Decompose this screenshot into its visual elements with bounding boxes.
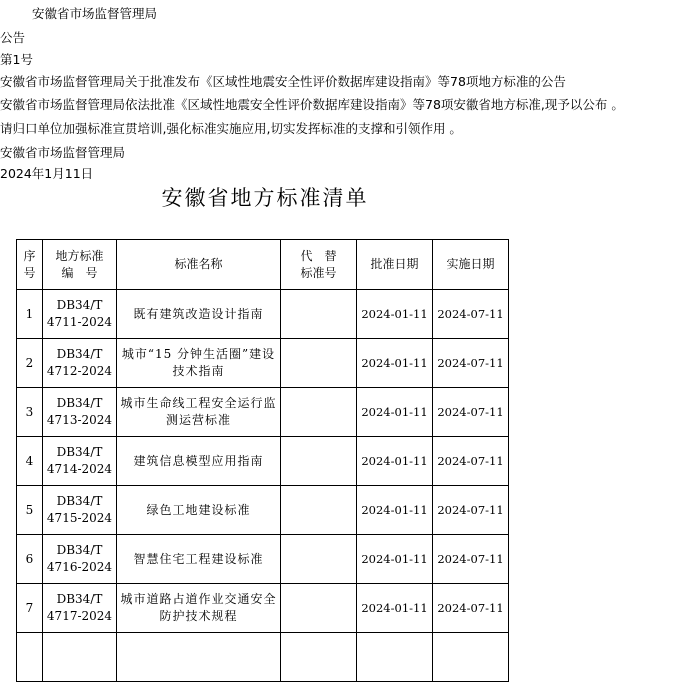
- cell-replace: [281, 584, 357, 633]
- org-header: 安徽省市场监督管理局: [32, 6, 158, 21]
- cell-implement-date: 2024-07-11: [433, 339, 509, 388]
- list-title: 安徽省地方标准清单: [161, 186, 369, 210]
- table-row: [17, 486, 509, 535]
- issue-date: 2024年1月11日: [0, 166, 94, 181]
- cell-approve-date: 2024-01-11: [357, 339, 433, 388]
- cell-replace: [281, 339, 357, 388]
- cell-seq: 6: [17, 535, 43, 584]
- cell-seq: 7: [17, 584, 43, 633]
- doc-subject: 安徽省市场监督管理局关于批准发布《区域性地震安全性评价数据库建设指南》等78项地方标准的公告: [0, 74, 566, 89]
- cell-seq: 3: [17, 388, 43, 437]
- cell-name: 城市生命线工程安全运行监测运营标准: [117, 388, 281, 437]
- cell-seq: 1: [17, 290, 43, 339]
- cell-code: DB34/T 4716-2024: [43, 535, 117, 584]
- body-paragraph-2: 请归口单位加强标准宣贯培训,强化标准实施应用,切实发挥标准的支撑和引领作用 。: [0, 121, 462, 136]
- table-header-row: [17, 240, 509, 290]
- doc-number: 第1号: [0, 52, 33, 67]
- table-row-empty: [17, 633, 509, 682]
- table-row: [17, 339, 509, 388]
- col-approve: 批准日期: [357, 240, 433, 290]
- cell-approve-date: 2024-01-11: [357, 535, 433, 584]
- cell-implement-date: 2024-07-11: [433, 584, 509, 633]
- table-row: [17, 437, 509, 486]
- cell-name: 绿色工地建设标准: [117, 486, 281, 535]
- standards-table: [16, 239, 509, 682]
- table-row: [17, 584, 509, 633]
- cell-seq: 4: [17, 437, 43, 486]
- cell-replace: [281, 388, 357, 437]
- cell-empty: [43, 633, 117, 682]
- table-row: [17, 290, 509, 339]
- cell-code: DB34/T 4717-2024: [43, 584, 117, 633]
- cell-replace: [281, 535, 357, 584]
- cell-code: DB34/T 4714-2024: [43, 437, 117, 486]
- cell-approve-date: 2024-01-11: [357, 584, 433, 633]
- cell-replace: [281, 290, 357, 339]
- cell-implement-date: 2024-07-11: [433, 535, 509, 584]
- cell-code: DB34/T 4711-2024: [43, 290, 117, 339]
- cell-seq: 2: [17, 339, 43, 388]
- cell-name: 城市道路占道作业交通安全防护技术规程: [117, 584, 281, 633]
- cell-implement-date: 2024-07-11: [433, 486, 509, 535]
- cell-implement-date: 2024-07-11: [433, 290, 509, 339]
- cell-seq: 5: [17, 486, 43, 535]
- cell-approve-date: 2024-01-11: [357, 437, 433, 486]
- cell-replace: [281, 486, 357, 535]
- col-replace: 代 替 标准号: [281, 240, 357, 290]
- cell-name: 既有建筑改造设计指南: [117, 290, 281, 339]
- body-paragraph-1: 安徽省市场监督管理局依法批准《区域性地震安全性评价数据库建设指南》等78项安徽省地方标准,现予以公布 。: [0, 97, 624, 112]
- table-row: [17, 388, 509, 437]
- cell-implement-date: 2024-07-11: [433, 437, 509, 486]
- cell-code: DB34/T 4712-2024: [43, 339, 117, 388]
- col-code: 地方标准 编 号: [43, 240, 117, 290]
- cell-replace: [281, 437, 357, 486]
- cell-name: 智慧住宅工程建设标准: [117, 535, 281, 584]
- col-name: 标准名称: [117, 240, 281, 290]
- cell-approve-date: 2024-01-11: [357, 290, 433, 339]
- cell-empty: [281, 633, 357, 682]
- cell-empty: [117, 633, 281, 682]
- cell-name: 城市“15 分钟生活圈”建设技术指南: [117, 339, 281, 388]
- col-implement: 实施日期: [433, 240, 509, 290]
- cell-name: 建筑信息模型应用指南: [117, 437, 281, 486]
- doc-type: 公告: [0, 30, 26, 45]
- signature: 安徽省市场监督管理局: [0, 145, 126, 160]
- cell-empty: [17, 633, 43, 682]
- table-row: [17, 535, 509, 584]
- cell-implement-date: 2024-07-11: [433, 388, 509, 437]
- cell-code: DB34/T 4713-2024: [43, 388, 117, 437]
- cell-empty: [433, 633, 509, 682]
- cell-approve-date: 2024-01-11: [357, 486, 433, 535]
- col-seq: 序 号: [17, 240, 43, 290]
- cell-code: DB34/T 4715-2024: [43, 486, 117, 535]
- cell-empty: [357, 633, 433, 682]
- cell-approve-date: 2024-01-11: [357, 388, 433, 437]
